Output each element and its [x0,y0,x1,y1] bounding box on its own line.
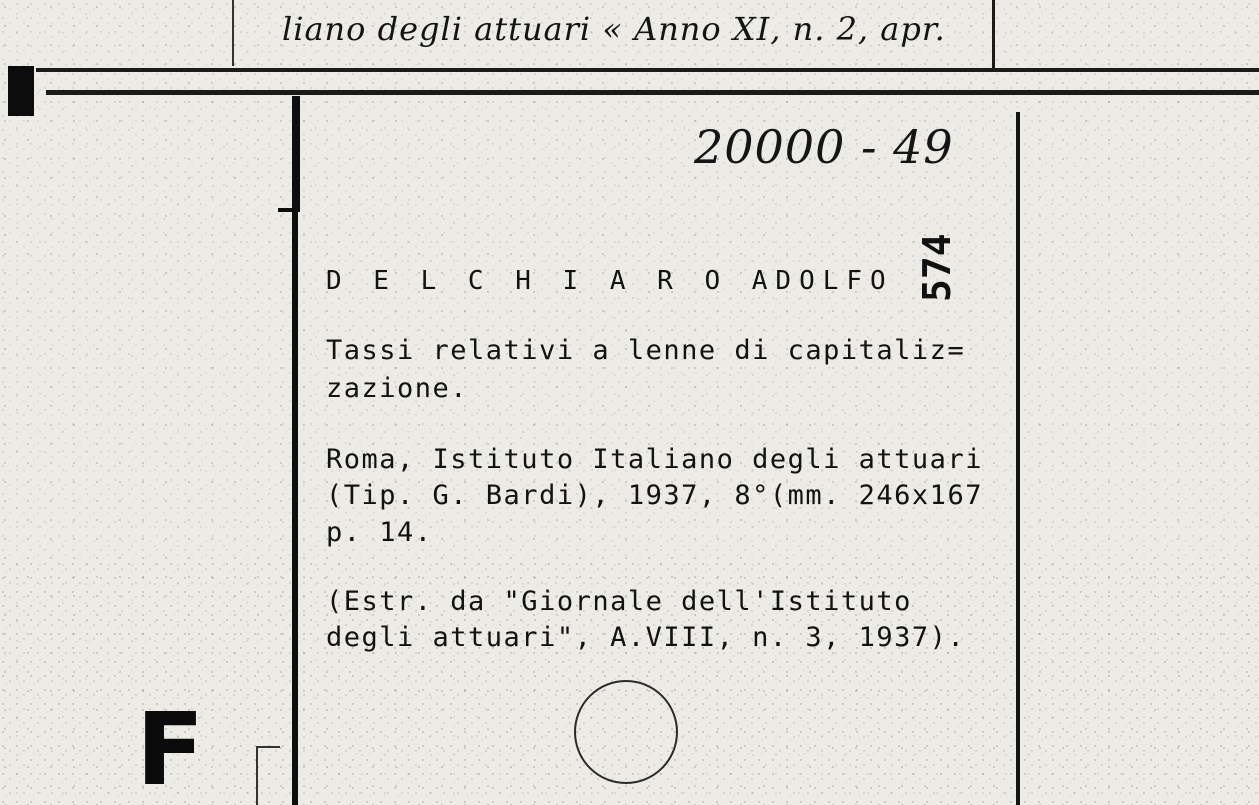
card-left-border [292,96,298,805]
card-punch-hole [574,680,678,784]
horizontal-rule-lower [46,90,1259,95]
publication-line-2: (Tip. G. Bardi), 1937, 8°(mm. 246x167 [326,480,983,511]
publication-line-1: Roma, Istituto Italiano degli attuari [326,444,983,475]
title-line-1: Tassi relativi a lenne di capitaliz= [326,335,966,366]
extract-note-line-2: degli attuari", A.VIII, n. 3, 1937). [326,622,966,653]
publication-line-3: p. 14. [326,517,433,548]
title-line-2: zazione. [326,373,469,404]
bottom-tab-mark [256,746,280,805]
black-index-tab [8,66,34,116]
stamped-record-number: 574 [915,233,959,302]
handwritten-journal-reference: liano degli attuari « Anno XI, n. 2, apr. [282,10,946,48]
card-right-border [1016,112,1020,805]
extract-note-line-1: (Estr. da "Giornale dell'Istituto [326,586,912,617]
handwritten-shelf-number: 20000 - 49 [694,120,954,174]
side-index-letter: F [136,691,205,805]
horizontal-rule-upper [36,68,1259,72]
previous-card-right-border [992,0,995,68]
author-name: D E L C H I A R O ADOLFO [326,266,894,296]
previous-card-left-border [232,0,234,66]
previous-card-strip [0,0,1259,70]
